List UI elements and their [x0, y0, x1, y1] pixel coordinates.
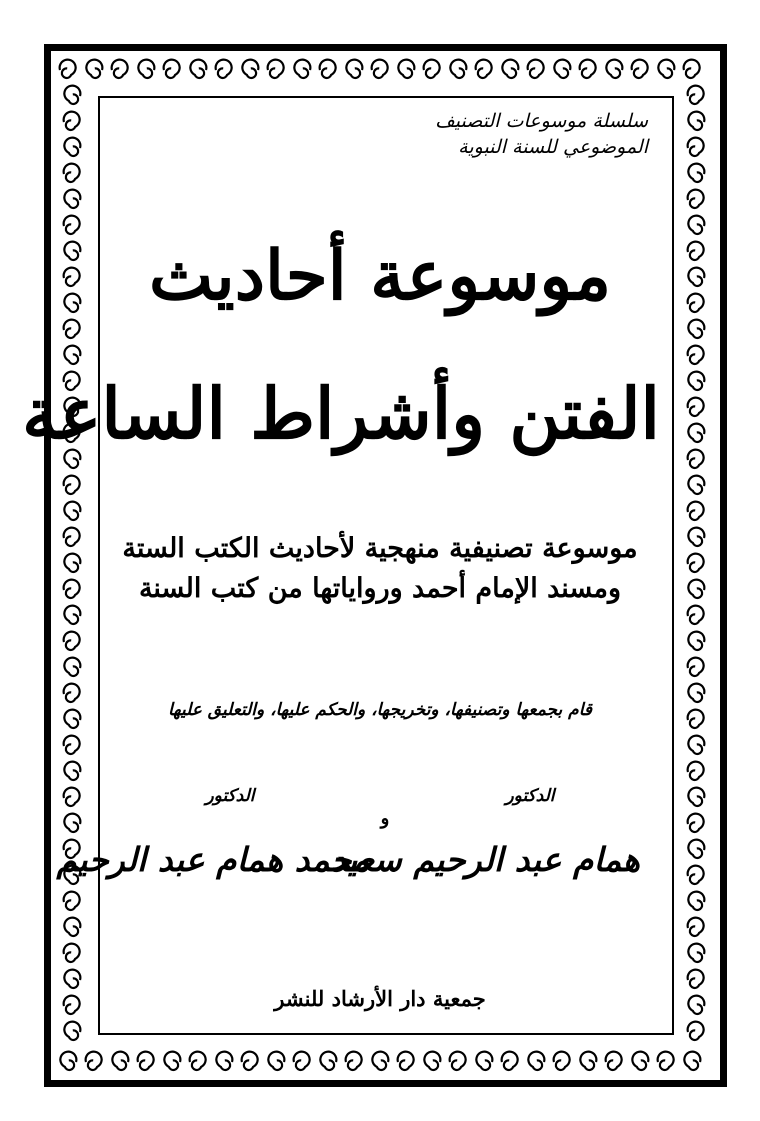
- ornament-scroll: [688, 450, 704, 468]
- ornament-scroll: [64, 320, 80, 338]
- ornament-scroll: [688, 736, 704, 754]
- ornament-scroll: [688, 918, 704, 936]
- ornament-scroll: [268, 1052, 284, 1070]
- ornament-scroll: [688, 1022, 704, 1040]
- ornament-scroll: [606, 1052, 622, 1070]
- ornament-scroll: [86, 1052, 102, 1070]
- ornament-scroll: [64, 112, 80, 130]
- author-2-title: الدكتور: [205, 786, 255, 806]
- ornament-scroll: [688, 580, 704, 598]
- ornament-scroll: [688, 372, 704, 390]
- ornament-scroll: [64, 996, 80, 1014]
- ornament-scroll: [528, 1052, 544, 1070]
- ornament-scroll: [60, 60, 76, 78]
- ornament-scroll: [86, 60, 102, 78]
- ornament-scroll: [216, 1052, 232, 1070]
- ornament-scroll: [190, 60, 206, 78]
- ornament-scroll: [688, 164, 704, 182]
- ornament-scroll: [688, 216, 704, 234]
- ornament-scroll: [658, 1052, 674, 1070]
- ornament-scroll: [688, 112, 704, 130]
- ornament-scroll: [346, 60, 362, 78]
- ornament-scroll: [450, 1052, 466, 1070]
- ornament-scroll: [684, 1052, 700, 1070]
- ornament-scroll: [688, 320, 704, 338]
- ornament-scroll: [688, 814, 704, 832]
- ornament-scroll: [688, 346, 704, 364]
- ornament-scroll: [688, 996, 704, 1014]
- ornament-scroll: [216, 60, 232, 78]
- ornament-scroll: [64, 710, 80, 728]
- ornament-scroll: [688, 606, 704, 624]
- series-line-2: الموضوعي للسنة النبوية: [458, 136, 648, 158]
- ornament-scroll: [688, 190, 704, 208]
- ornament-scroll: [580, 60, 596, 78]
- publisher-name: جمعية دار الأرشاد للنشر: [274, 986, 486, 1011]
- ornament-scroll: [688, 710, 704, 728]
- book-title-line-1: موسوعة أحاديث: [149, 236, 611, 316]
- author-1-name: همام عبد الرحيم سعيد: [330, 840, 640, 879]
- ornament-scroll: [688, 398, 704, 416]
- ornament-scroll: [64, 736, 80, 754]
- ornament-scroll: [64, 658, 80, 676]
- ornament-scroll: [688, 840, 704, 858]
- ornament-scroll: [64, 918, 80, 936]
- compilation-credit: قام بجمعها وتصنيفها، وتخريجها، والحكم عليها، والتعليق عليها: [167, 700, 593, 720]
- ornament-scroll: [688, 632, 704, 650]
- ornament-scroll: [346, 1052, 362, 1070]
- author-1-title: الدكتور: [505, 786, 555, 806]
- ornament-scroll: [294, 60, 310, 78]
- ornament-scroll: [528, 60, 544, 78]
- ornament-scroll: [164, 60, 180, 78]
- ornament-scroll: [554, 60, 570, 78]
- series-title: [435, 108, 648, 160]
- ornament-scroll: [398, 1052, 414, 1070]
- ornament-scroll: [138, 1052, 154, 1070]
- ornament-scroll: [688, 476, 704, 494]
- ornament-scroll: [688, 970, 704, 988]
- ornament-scroll: [64, 216, 80, 234]
- ornament-scroll: [64, 86, 80, 104]
- ornament-scroll: [64, 554, 80, 572]
- ornament-scroll: [190, 1052, 206, 1070]
- ornament-scroll: [242, 1052, 258, 1070]
- ornament-scroll: [688, 788, 704, 806]
- ornament-scroll: [424, 1052, 440, 1070]
- ornament-scroll: [64, 528, 80, 546]
- ornament-scroll: [688, 242, 704, 260]
- ornament-scroll: [688, 502, 704, 520]
- ornament-scroll: [64, 294, 80, 312]
- ornament-scroll: [242, 60, 258, 78]
- ornament-scroll: [580, 1052, 596, 1070]
- ornament-scroll: [476, 60, 492, 78]
- ornament-scroll: [112, 60, 128, 78]
- ornament-scroll: [60, 1052, 76, 1070]
- ornament-scroll: [64, 684, 80, 702]
- ornament-scroll: [64, 944, 80, 962]
- ornament-scroll: [688, 268, 704, 286]
- ornament-scroll: [64, 1022, 80, 1040]
- ornament-scroll: [64, 164, 80, 182]
- ornament-scroll: [64, 346, 80, 364]
- ornament-scroll: [372, 60, 388, 78]
- ornament-scroll: [64, 606, 80, 624]
- ornament-scroll: [112, 1052, 128, 1070]
- ornament-scroll: [658, 60, 674, 78]
- ornament-scroll: [372, 1052, 388, 1070]
- ornament-scroll: [64, 476, 80, 494]
- ornament-scroll: [64, 970, 80, 988]
- ornament-scroll: [320, 60, 336, 78]
- ornament-scroll: [64, 138, 80, 156]
- ornament-scroll: [554, 1052, 570, 1070]
- author-2-name: محمد همام عبد الرحيم: [56, 840, 370, 879]
- ornament-scroll: [606, 60, 622, 78]
- ornament-scroll: [320, 1052, 336, 1070]
- ornament-scroll: [64, 268, 80, 286]
- ornament-scroll: [64, 190, 80, 208]
- ornament-scroll: [64, 814, 80, 832]
- ornament-scroll: [138, 60, 154, 78]
- ornament-scroll: [632, 60, 648, 78]
- ornament-scroll: [476, 1052, 492, 1070]
- ornament-scroll: [164, 1052, 180, 1070]
- book-title-line-2: الفتن وأشراط الساعة: [22, 372, 660, 455]
- ornament-scroll: [502, 1052, 518, 1070]
- subtitle-line-2: ومسند الإمام أحمد ورواياتها من كتب السنة: [138, 573, 622, 604]
- ornament-scroll: [64, 502, 80, 520]
- ornament-scroll: [502, 60, 518, 78]
- ornament-scroll: [64, 242, 80, 260]
- ornament-scroll: [64, 632, 80, 650]
- ornament-scroll: [688, 86, 704, 104]
- ornament-scroll: [688, 424, 704, 442]
- ornament-scroll: [64, 788, 80, 806]
- ornament-scroll: [64, 580, 80, 598]
- ornament-scroll: [688, 658, 704, 676]
- ornament-scroll: [688, 762, 704, 780]
- ornament-scroll: [632, 1052, 648, 1070]
- series-line-1: سلسلة موسوعات التصنيف: [435, 110, 648, 132]
- authors-conjunction: و: [380, 808, 390, 829]
- ornament-scroll: [688, 294, 704, 312]
- ornament-scroll: [424, 60, 440, 78]
- ornament-scroll: [688, 138, 704, 156]
- ornament-scroll: [64, 762, 80, 780]
- ornament-scroll: [688, 528, 704, 546]
- ornament-scroll: [398, 60, 414, 78]
- ornament-scroll: [64, 892, 80, 910]
- subtitle-line-1: موسوعة تصنيفية منهجية لأحاديث الكتب الستة: [122, 533, 638, 564]
- ornament-scroll: [688, 684, 704, 702]
- ornament-scroll: [688, 892, 704, 910]
- ornament-scroll: [688, 554, 704, 572]
- ornament-scroll: [684, 60, 700, 78]
- ornament-scroll: [450, 60, 466, 78]
- ornament-scroll: [294, 1052, 310, 1070]
- ornament-scroll: [688, 866, 704, 884]
- ornament-scroll: [268, 60, 284, 78]
- ornament-scroll: [688, 944, 704, 962]
